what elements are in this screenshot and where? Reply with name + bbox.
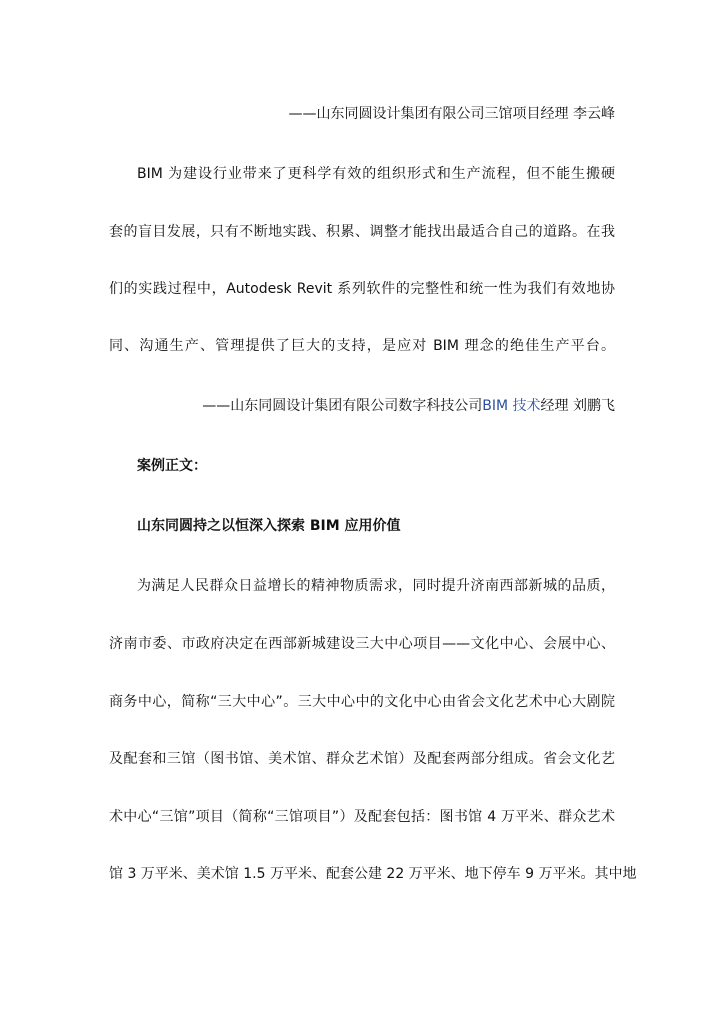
- section-heading: 山东同圆持之以恒深入探索 BIM 应用价值: [137, 518, 401, 534]
- quote2-attribution-pre: ——山东同圆设计集团有限公司数字科技公司: [202, 398, 483, 414]
- bim-tech-link[interactable]: BIM 技术: [482, 398, 541, 414]
- quote2-line-4: 同、沟通生产、管理提供了巨大的支持，是应对 BIM 理念的绝佳生产平台。: [109, 338, 615, 354]
- quote2-line-2: 套的盲目发展，只有不断地实践、积累、调整才能找出最适合自己的道路。在我: [109, 224, 615, 240]
- body-line-1: 为满足人民群众日益增长的精神物质需求，同时提升济南西部新城的品质，: [137, 578, 615, 594]
- body-line-3: 商务中心，简称“三大中心”。三大中心中的文化中心由省会文化艺术中心大剧院: [109, 694, 615, 710]
- body-line-4: 及配套和三馆（图书馆、美术馆、群众艺术馆）及配套两部分组成。省会文化艺: [109, 751, 615, 767]
- quote2-attribution-post: 经理 刘鹏飞: [540, 398, 615, 414]
- section-label: 案例正文：: [137, 458, 207, 474]
- body-line-2: 济南市委、市政府决定在西部新城建设三大中心项目——文化中心、会展中心、: [109, 636, 615, 652]
- quote2-line-3: 们的实践过程中，Autodesk Revit 系列软件的完整性和统一性为我们有效地协: [109, 281, 615, 297]
- body-line-5: 术中心“三馆”项目（简称“三馆项目”）及配套包括：图书馆 4 万平米、群众艺术: [109, 809, 615, 825]
- quote1-attribution: ——山东同圆设计集团有限公司三馆项目经理 李云峰: [288, 106, 615, 122]
- body-line-6: 馆 3 万平米、美术馆 1.5 万平米、配套公建 22 万平米、地下停车 9 万平米。其中地: [109, 866, 637, 882]
- quote2-line-1: BIM 为建设行业带来了更科学有效的组织形式和生产流程，但不能生搬硬: [137, 166, 615, 182]
- quote2-attribution: [202, 396, 615, 416]
